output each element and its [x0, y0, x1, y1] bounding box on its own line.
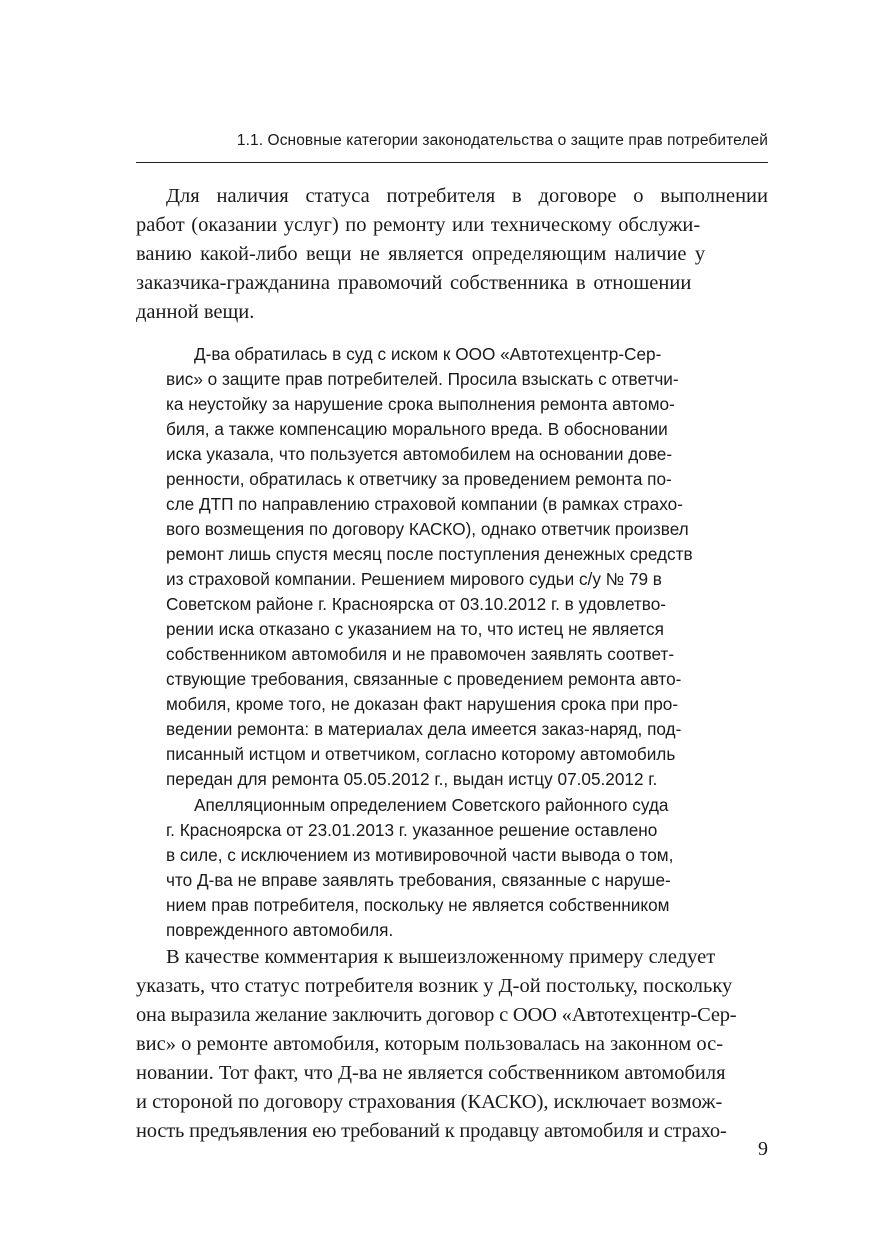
text-line: ведении ремонта: в материалах дела имеется заказ-наряд, под-: [166, 719, 682, 739]
header-rule: [136, 162, 768, 163]
text-line: ствующие требования, связанные с проведением ремонта авто-: [166, 669, 682, 689]
text-line: Апелляционным определением Советского районного суда: [194, 795, 669, 815]
text-line: собственником автомобиля и не правомочен заявлять соответ-: [166, 644, 675, 664]
text-line: иска указала, что пользуется автомобилем на основании дове-: [166, 444, 673, 464]
text-line: ванию какой-либо вещи не является определяющим наличие у: [136, 243, 706, 265]
text-line: мобиля, кроме того, не доказан факт нарушения срока при про-: [166, 694, 679, 714]
text-line: Д-ва обратилась в суд с иском к ООО «Автотехцентр-Сер-: [194, 344, 662, 364]
text-line: В качестве комментария к вышеизложенному примеру следует: [166, 946, 716, 968]
text-line: рении иска отказано с указанием на то, что истец не является: [166, 619, 664, 639]
text-line: г. Красноярска от 23.01.2013 г. указанное решение оставлено: [166, 820, 658, 840]
text-line: ремонт лишь спустя месяц после поступления денежных средств: [166, 544, 693, 564]
text-line: ка неустойку за нарушение срока выполнения ремонта автомо-: [166, 394, 675, 414]
text-line: новании. Тот факт, что Д-ва не является собственником автомобиля: [136, 1062, 726, 1084]
text-line: она выразила желание заключить договор с ООО «Автотехцентр-Сер-: [136, 1004, 737, 1026]
page-number: 9: [758, 1138, 768, 1160]
text-line: что Д-ва не вправе заявлять требования, связанные с наруше-: [166, 870, 671, 890]
text-line: в силе, с исключением из мотивировочной части вывода о том,: [166, 845, 674, 865]
text-line: работ (оказании услуг) по ремонту или техническому обслужи-: [136, 214, 701, 236]
text-line: из страховой компании. Решением мирового судьи с/у № 79 в: [166, 569, 662, 589]
text-line: ность предъявления ею требований к продавцу автомобиля и страхо-: [136, 1120, 727, 1142]
text-line: Для наличия статуса потребителя в договоре о выполнении: [166, 185, 768, 207]
text-line: вис» о защите прав потребителей. Просила взыскать с ответчи-: [166, 369, 679, 389]
text-line: заказчика-гражданина правомочий собственника в отношении: [136, 272, 692, 294]
text-line: сле ДТП по направлению страховой компании (в рамках страхо-: [166, 494, 683, 514]
text-line: и стороной по договору страхования (КАСКО), исключает возмож-: [136, 1091, 723, 1113]
text-line: указать, что статус потребителя возник у Д-ой постольку, поскольку: [136, 975, 733, 997]
running-header: 1.1. Основные категории законодательства о защите прав потребителей: [236, 132, 768, 149]
text-line: нием прав потребителя, поскольку не является собственником: [166, 895, 670, 915]
text-line: вого возмещения по договору КАСКО), однако ответчик произвел: [166, 519, 689, 539]
text-line: Советском районе г. Красноярска от 03.10.2012 г. в удовлетво-: [166, 594, 667, 614]
text-line: ренности, обратилась к ответчику за проведением ремонта по-: [166, 469, 672, 489]
text-line: данной вещи.: [136, 301, 255, 323]
text-line: передан для ремонта 05.05.2012 г., выдан истцу 07.05.2012 г.: [166, 769, 658, 789]
text-line: биля, а также компенсацию морального вреда. В обосновании: [166, 419, 668, 439]
text-line: писанный истцом и ответчиком, согласно которому автомобиль: [166, 744, 676, 764]
text-line: вис» о ремонте автомобиля, которым пользовалась на законном ос-: [136, 1033, 724, 1055]
text-line: поврежденного автомобиля.: [166, 920, 394, 940]
